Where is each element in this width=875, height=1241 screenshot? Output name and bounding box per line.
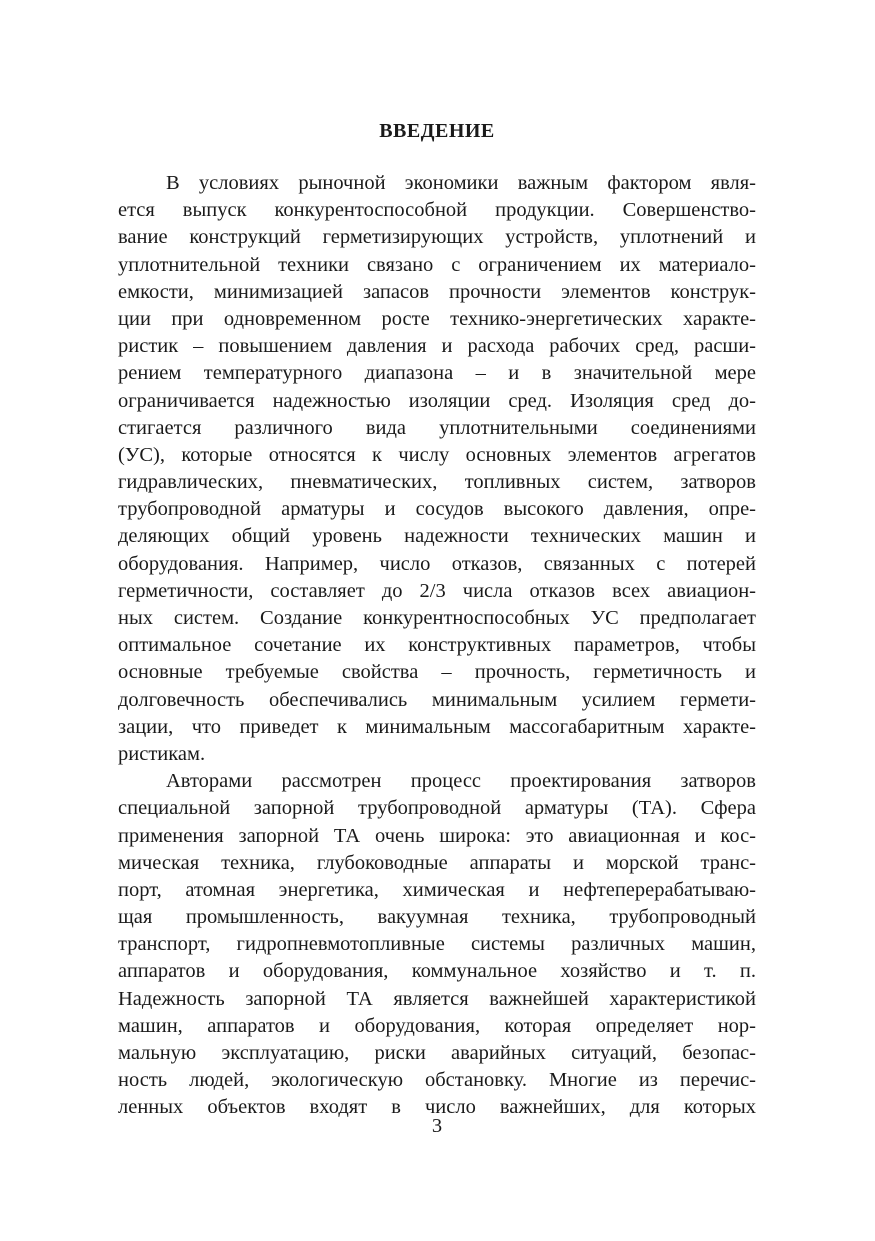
text-line: трубопроводной арматуры и сосудов высокого давления, опре-	[118, 498, 756, 521]
page-title: ВВЕДЕНИЕ	[379, 120, 495, 142]
text-line: оборудования. Например, число отказов, связанных с потерей	[118, 552, 756, 575]
text-line: щая промышленность, вакуумная техника, трубопроводный	[118, 906, 756, 929]
text-line: емкости, минимизацией запасов прочности элементов конструк-	[118, 280, 756, 303]
text-line: ность людей, экологическую обстановку. Многие из перечис-	[118, 1069, 756, 1092]
text-line: аппаратов и оборудования, коммунальное хозяйство и т. п.	[118, 960, 756, 983]
text-line: ции при одновременном росте технико-энергетических характе-	[118, 307, 756, 330]
text-line: мическая техника, глубоководные аппараты и морской транс-	[118, 851, 756, 874]
text-line: основные требуемые свойства – прочность, герметичность и	[118, 661, 756, 684]
text-line: гидравлических, пневматических, топливных систем, затворов	[118, 471, 756, 494]
text-line: (УС), которые относятся к числу основных элементов агрегатов	[118, 443, 756, 466]
text-line: специальной запорной трубопроводной арматуры (ТА). Сфера	[118, 797, 756, 820]
text-line: ристик – повышением давления и расхода рабочих сред, расши-	[118, 335, 756, 358]
text-line: герметичности, составляет до 2/3 числа отказов всех авиацион-	[118, 579, 756, 602]
text-line: деляющих общий уровень надежности технических машин и	[118, 525, 756, 548]
text-line: Авторами рассмотрен процесс проектирования затворов	[166, 770, 756, 793]
text-line: стигается различного вида уплотнительными соединениями	[118, 416, 756, 439]
text-line: В условиях рыночной экономики важным фактором явля-	[166, 172, 756, 194]
document-page	[118, 0, 756, 1241]
text-line: транспорт, гидропневмотопливные системы различных машин,	[118, 933, 756, 956]
text-line: ется выпуск конкурентоспособной продукции. Совершенство-	[118, 199, 756, 222]
document-body	[118, 170, 756, 1122]
text-line: применения запорной ТА очень широка: это авиационная и кос-	[118, 824, 756, 847]
text-line: ристикам.	[118, 742, 206, 765]
text-line: вание конструкций герметизирующих устройств, уплотнений и	[118, 226, 756, 249]
text-line: машин, аппаратов и оборудования, которая определяет нор-	[118, 1014, 756, 1037]
text-line: зации, что приведет к минимальным массогабаритным характе-	[118, 715, 756, 738]
text-line: долговечность обеспечивались минимальным усилием гермети-	[118, 688, 756, 711]
text-line: рением температурного диапазона – и в значительной мере	[118, 362, 756, 385]
text-line: порт, атомная энергетика, химическая и нефтеперерабатываю-	[118, 878, 756, 901]
text-line: мальную эксплуатацию, риски аварийных ситуаций, безопас-	[118, 1042, 756, 1064]
text-line: ограничивается надежностью изоляции сред. Изоляция сред до-	[118, 389, 756, 412]
page-number: 3	[431, 1115, 443, 1137]
text-line: ленных объектов входят в число важнейших, для которых	[118, 1096, 756, 1119]
paragraph	[118, 170, 756, 768]
text-line: уплотнительной техники связано с ограничением их материало-	[118, 253, 756, 276]
paragraph	[118, 768, 756, 1121]
text-line: оптимальное сочетание их конструктивных параметров, чтобы	[118, 634, 756, 657]
text-line: ных систем. Создание конкурентноспособных УС предполагает	[118, 607, 756, 629]
text-line: Надежность запорной ТА является важнейшей характеристикой	[118, 987, 756, 1010]
